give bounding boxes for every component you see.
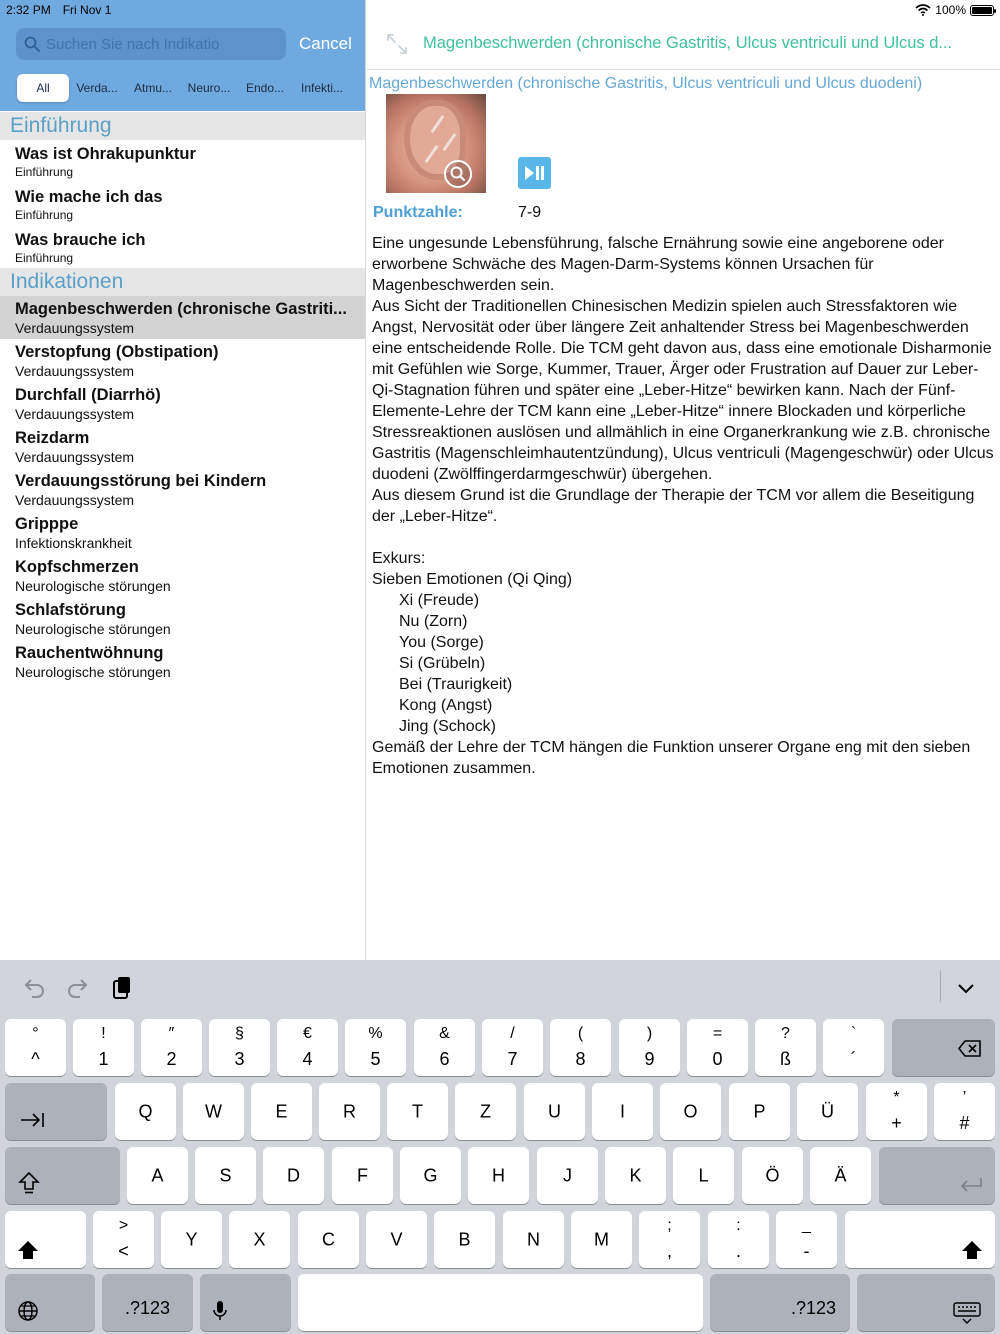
segment-neuro[interactable]: Neuro... [187,81,231,95]
key-u[interactable]: U [524,1083,585,1140]
list-item-title: Rauchentwöhnung [15,644,164,662]
zoom-icon[interactable] [443,159,473,189]
key-k[interactable]: K [605,1147,666,1204]
battery-fill [972,7,992,14]
section-header-indications: Indikationen [0,268,366,296]
paragraph: Aus Sicht der Traditionellen Chinesischen Medizin spielen auch Stressfaktoren wie Angst, Nervosität oder über längere Zeit anhaltender Stress bei Magenbeschwerden eine entscheidende Rolle. Die TCM geht davon aus, dass eine emotionale Disharmonie mit Gefühlen wie Sorge, Kummer, Trauer, Ärger oder Frustration auf Dauer zur Leber-Qi-Stagnation führen und später eine „Leber-Hitze“ bewirken kann. Nach der Fünf-Elemente-Lehre der TCM kann eine „Leber-Hitze“ innere Blockaden und körperliche Stressreaktionen auslösen und allmählich in eine Organerkrankung wie z.B. chronische Gastritis (Magenschleimhautentzündung), Ulcus ventriculi (Magengeschwür) oder Ulcus duodeni (Zwölffingerdarmgeschwür) übergehen. [372,298,994,483]
key-oe[interactable]: Ö [742,1147,803,1204]
list-item-subtitle: Neurologische störungen [15,578,171,594]
category-segmented-control [17,74,351,102]
key-ae[interactable]: Ä [810,1147,871,1204]
list-item[interactable] [0,339,366,382]
caps-lock-icon [18,1171,40,1195]
list-item-title: Magenbeschwerden (chronische Gastriti... [15,300,347,318]
list-item-title: Schlafstörung [15,601,126,619]
list-item[interactable] [0,511,366,554]
key-hyphen[interactable]: _ - [776,1211,837,1268]
delete-key[interactable] [892,1019,995,1076]
key-n[interactable]: N [503,1211,564,1268]
keyboard-toolbar [0,960,1000,1015]
list-item-title: Was ist Ohrakupunktur [15,145,196,163]
key-c[interactable]: C [298,1211,359,1268]
cancel-button[interactable]: Cancel [299,34,352,53]
segment-all[interactable]: All [17,74,69,102]
battery-percent: 100% [935,3,966,17]
battery-icon [970,5,994,16]
tab-icon [19,1111,45,1129]
status-clock: 2:32 PM [6,3,51,17]
numbers-key-left[interactable]: .?123 [102,1274,193,1331]
key-caret[interactable]: ° ^ [5,1019,66,1076]
onscreen-keyboard [0,960,1000,1334]
master-pane [0,0,366,960]
toolbar-separator [940,970,941,1002]
wifi-icon [915,4,931,16]
key-2[interactable]: ″ 2 [141,1019,202,1076]
list-item[interactable] [0,184,366,227]
search-header [0,0,366,111]
dismiss-keyboard-key[interactable] [857,1274,995,1331]
key-h[interactable]: H [468,1147,529,1204]
status-date: Fri Nov 1 [62,3,112,17]
play-pause-button[interactable] [518,157,551,189]
key-7[interactable]: / 7 [482,1019,543,1076]
key-o[interactable]: O [660,1083,721,1140]
key-m[interactable]: M [571,1211,632,1268]
list-item-title: Reizdarm [15,429,90,447]
key-plus[interactable]: * + [866,1083,927,1140]
shift-key-right[interactable] [845,1211,995,1268]
return-icon [959,1177,983,1193]
list-item-title: Wie mache ich das [15,188,163,206]
detail-body [372,233,998,779]
list-item-subtitle: Verdauungssystem [15,406,135,422]
emotion-item: You (Sorge) [399,634,484,651]
list-item[interactable] [0,382,366,425]
key-v[interactable]: V [366,1211,427,1268]
key-5[interactable]: % 5 [345,1019,406,1076]
list-item[interactable] [0,554,366,597]
search-input[interactable] [46,28,282,60]
key-x[interactable]: X [229,1211,290,1268]
status-time [6,3,111,17]
key-accent[interactable]: ` ´ [823,1019,884,1076]
spacer [372,527,998,548]
key-ue[interactable]: Ü [797,1083,858,1140]
paste-icon[interactable] [108,974,136,1002]
return-key[interactable] [879,1147,995,1204]
key-l[interactable]: L [673,1147,734,1204]
search-field[interactable] [16,28,286,60]
emotion-item: Bei (Traurigkeit) [399,676,513,693]
key-b[interactable]: B [434,1211,495,1268]
list-item-subtitle: Verdauungssystem [15,320,135,336]
emotion-item: Nu (Zorn) [399,613,468,630]
list-item[interactable] [0,425,366,468]
undo-icon[interactable] [20,974,48,1002]
segment-infektion[interactable]: Infekti... [300,81,344,95]
segment-verdauung[interactable]: Verda... [76,81,118,95]
list-item[interactable] [0,227,366,270]
list-item-subtitle: Verdauungssystem [15,449,135,465]
detail-pane [367,0,1000,960]
shift-key-left[interactable] [5,1211,86,1268]
emotion-item: Xi (Freude) [399,592,480,609]
emotion-item: Kong (Angst) [399,697,493,714]
delete-icon [958,1040,982,1057]
segment-atmung[interactable]: Atmu... [133,81,172,95]
key-hash[interactable]: ’ # [934,1083,995,1140]
list-item-subtitle: Neurologische störungen [15,621,171,637]
key-j[interactable]: J [537,1147,598,1204]
key-y[interactable]: Y [161,1211,222,1268]
globe-icon [17,1300,39,1322]
key-e[interactable]: E [251,1083,312,1140]
list-item-title: Verdauungsstörung bei Kindern [15,472,267,490]
microphone-icon [212,1300,228,1322]
key-6[interactable]: & 6 [414,1019,475,1076]
globe-key[interactable] [5,1274,95,1331]
list-item-subtitle: Einführung [15,208,74,222]
tab-key[interactable] [5,1083,107,1140]
key-eszett[interactable]: ? ß [755,1019,816,1076]
points-value: 7-9 [518,204,542,221]
key-period[interactable]: : . [708,1211,769,1268]
shift-icon [961,1240,983,1260]
emotion-item: Jing (Schock) [399,718,496,735]
list-item-subtitle: Einführung [15,251,74,265]
closing-paragraph: Gemäß der Lehre der TCM hängen die Funktion unserer Organe eng mit den sieben Emotionen zusammen. [372,739,971,777]
section-header-intro: Einführung [0,112,366,140]
key-z[interactable]: Z [455,1083,516,1140]
key-a[interactable]: A [127,1147,188,1204]
space-bar[interactable] [298,1274,703,1331]
key-0[interactable]: = 0 [687,1019,748,1076]
key-w[interactable]: W [183,1083,244,1140]
caps-lock-key[interactable] [5,1147,120,1204]
key-d[interactable]: D [263,1147,324,1204]
numbers-key-right[interactable]: .?123 [710,1274,850,1331]
key-less-greater[interactable]: > < [93,1211,154,1268]
key-r[interactable]: R [319,1083,380,1140]
key-t[interactable]: T [387,1083,448,1140]
list-item-subtitle: Verdauungssystem [15,363,135,379]
key-1[interactable]: ! 1 [73,1019,134,1076]
nav-title: Magenbeschwerden (chronische Gastritis, Ulcus ventriculi und Ulcus d... [423,34,953,52]
segment-endo[interactable]: Endo... [245,81,285,95]
emotion-item: Si (Grübeln) [399,655,486,672]
list-item-title: Kopfschmerzen [15,558,139,576]
key-3[interactable]: § 3 [209,1019,270,1076]
list-item-selected[interactable] [0,296,366,339]
ear-image[interactable] [386,94,486,193]
expand-icon[interactable] [385,32,409,56]
key-comma[interactable]: ; , [639,1211,700,1268]
list-item-title: Verstopfung (Obstipation) [15,343,219,361]
status-indicators [915,3,994,17]
list-item-title: Gripppe [15,515,79,533]
detail-nav-bar [367,20,1000,70]
detail-title: Magenbeschwerden (chronische Gastritis, Ulcus ventriculi und Ulcus duodeni) [369,75,923,92]
list-item[interactable] [0,468,366,511]
list-item-subtitle: Verdauungssystem [15,492,135,508]
key-9[interactable]: ) 9 [619,1019,680,1076]
dictation-key[interactable] [200,1274,291,1331]
play-pause-icon [518,157,551,189]
list-item[interactable] [0,640,366,683]
key-q[interactable]: Q [115,1083,176,1140]
points-label: Punktzahle: [373,204,463,221]
paragraph: Aus diesem Grund ist die Grundlage der Therapie der TCM vor allem die Beseitigung der „Leber-Hitze“. [372,487,975,525]
keyboard-dismiss-icon [953,1302,981,1324]
emotions-heading: Sieben Emotionen (Qi Qing) [372,571,573,588]
key-s[interactable]: S [195,1147,256,1204]
key-g[interactable]: G [400,1147,461,1204]
key-i[interactable]: I [592,1083,653,1140]
list-item-subtitle: Einführung [15,165,74,179]
paragraph: Eine ungesunde Lebensführung, falsche Ernährung sowie eine angeborene oder erworbene Schwäche des Magen-Darm-Systems können Ursachen für Magenbeschwerden sein. [372,235,944,294]
shift-icon [17,1240,39,1260]
list-item[interactable] [0,141,366,184]
key-f[interactable]: F [332,1147,393,1204]
search-icon [24,36,40,52]
list-item-subtitle: Infektionskrankheit [15,535,132,551]
list-item-title: Durchfall (Diarrhö) [15,386,161,404]
list-item-title: Was brauche ich [15,231,146,249]
key-4[interactable]: € 4 [277,1019,338,1076]
key-p[interactable]: P [729,1083,790,1140]
excursus-label: Exkurs: [372,550,426,567]
list-item-subtitle: Neurologische störungen [15,664,171,680]
key-8[interactable]: ( 8 [550,1019,611,1076]
chevron-down-icon[interactable] [952,974,980,1002]
list-item[interactable] [0,597,366,640]
redo-icon[interactable] [64,974,92,1002]
